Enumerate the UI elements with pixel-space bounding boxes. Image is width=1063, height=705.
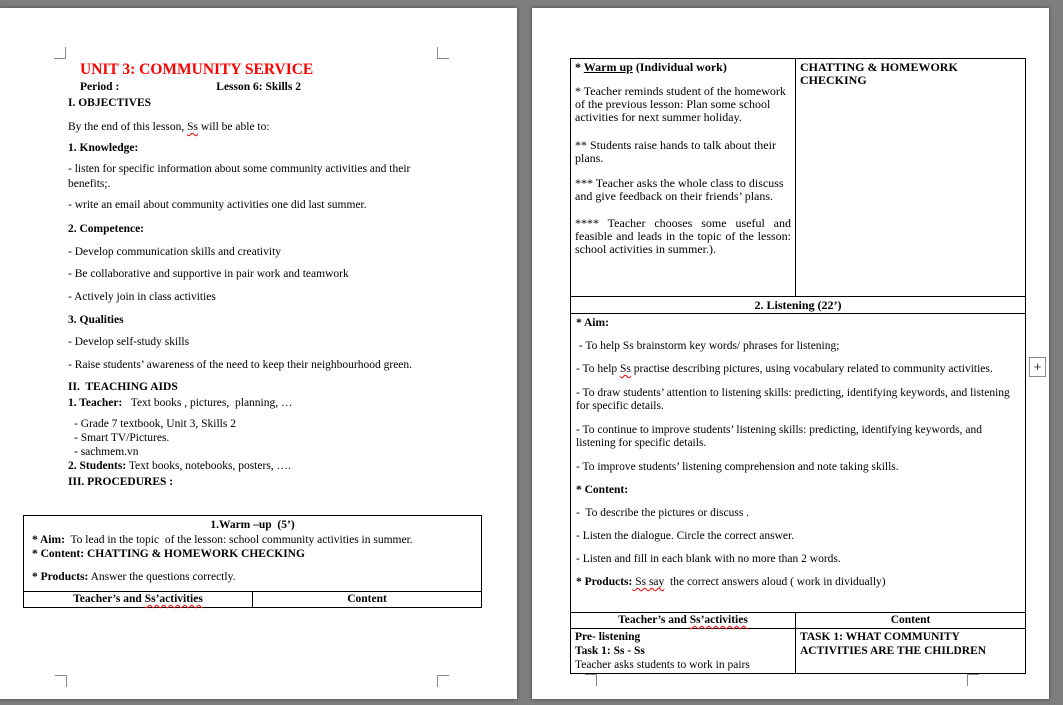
text-run: the correct answers aloud ( work in dividually) [664,576,886,588]
teaching-aids-heading: II. TEACHING AIDS [68,381,178,393]
crop-mark-icon [55,675,67,687]
procedures-table [570,58,1026,674]
warmup-content [32,547,473,561]
text-run: - To help [576,363,621,375]
content-item: - Listen and fill in each blank with no more than 2 words. [576,553,841,565]
warmup-summary-cell [24,516,482,592]
prelistening-row [571,629,1026,674]
period-line [80,80,448,95]
content-item: - To describe the pictures or discuss . [576,507,750,519]
teacher-item: - Grade 7 textbook, Unit 3, Skills 2 [74,418,236,430]
text-run: CHATTING & HOMEWORK CHECKING [84,548,305,560]
text-run: Text books , pictures, planning, … [122,397,293,409]
students-line [68,459,448,474]
objectives-heading: I. OBJECTIVES [68,97,152,109]
competence-item: - Develop communication skills and creativity [68,246,282,258]
text-run: Answer the questions correctly. [88,571,236,583]
products-line [576,576,1020,589]
listening-summary-row [571,314,1026,613]
teacher-item: - Smart TV/Pictures. [74,432,170,444]
qualities-item: - Develop self-study skills [68,336,190,348]
misspelled-word: Ss’activities [689,614,748,626]
warmup-underlined: Warm up [583,60,633,74]
prelistening-heading: Pre- listening [575,631,641,643]
document-page-2[interactable] [532,8,1049,699]
crop-mark-icon [437,675,449,687]
warmup-step: * Teacher reminds student of the homework of the previous lesson: Plan some school activities for next summer holiday. [575,84,789,124]
text-run: practise describing pictures, using vocabulary related to community activities. [630,363,993,375]
aim-label: * Aim: [32,534,65,546]
products-label: * Products: [32,571,89,583]
task-note: Teacher asks students to work in pairs [575,659,750,671]
warmup-content-title [800,61,1000,87]
knowledge-item: - listen for specific information about some community activities and their benefits;. [68,163,414,190]
teacher-label: 1. Teacher: [68,397,123,409]
aim-item [576,363,1020,376]
competence-heading: 2. Competence: [68,223,145,235]
lesson-label: Lesson 6: Skills 2 [216,81,301,93]
prelistening-activities-cell [571,629,796,674]
listening-title: 2. Listening (22’) [571,297,1026,314]
aim-item: - To improve students’ listening comprehension and note taking skills. [576,461,899,473]
misspelled-word: Ss [187,121,199,133]
warmup-step: ** Students raise hands to talk about their plans. [575,138,779,165]
qualities-heading: 3. Qualities [68,314,124,326]
text-line: ACTIVITIES ARE THE CHILDREN [800,645,987,657]
table-header-row [24,592,482,608]
text-line: CHATTING & HOMEWORK [800,60,958,74]
aim-item: - To draw students’ attention to listening skills: predicting, identifying keywords, and listening for specific details. [576,387,1013,412]
listening-summary-cell [571,314,1026,613]
crop-mark-icon [585,674,597,686]
misspelled-word: Ss’activities [144,593,203,605]
text-run: By the end of this lesson, [68,121,188,133]
task1-title [800,630,1021,658]
content-item: - Listen the dialogue. Circle the correct answer. [576,530,795,542]
warmup-products [32,570,473,584]
text-run: Text books, notebooks, posters, …. [126,460,291,472]
warmup-activities-row [571,59,1026,297]
unit-title: UNIT 3: COMMUNITY SERVICE [80,61,314,78]
misspelled-word: Ss [620,363,631,375]
aim-item: - To continue to improve students’ listening skills: predicting, identifying keywords, and listening for specific details. [576,424,985,449]
competence-item: - Actively join in class activities [68,291,216,303]
page1-body [68,58,448,490]
text-run: * [575,60,584,74]
warmup-table [23,515,482,608]
crop-mark-icon [54,47,66,59]
text-run: (Individual work) [632,60,727,74]
activities-column-header [24,592,253,608]
warmup-activities-cell [571,59,796,297]
warmup-step-label [575,61,791,74]
warmup-step: **** Teacher chooses some useful and feasible and leads in the topic of the lesson: school activities in summer.). [575,216,794,256]
qualities-item: - Raise students’ awareness of the need to keep their neighbourhood green. [68,359,413,371]
warmup-content-cell [796,59,1026,297]
table-header-row [571,613,1026,629]
aim-item: - To help Ss brainstorm key words/ phrases for listening; [576,340,840,352]
crop-mark-icon [967,674,979,686]
text-run: Teacher’s and [618,614,690,626]
period-label: Period : [80,81,120,93]
warmup-title: 1.Warm –up (5’) [210,519,295,531]
content-column-header: Content [796,613,1026,629]
knowledge-item: - write an email about community activities one did last summer. [68,199,367,211]
prelistening-content-cell [796,629,1026,674]
text-line: CHECKING [800,73,867,87]
task-line [575,644,791,658]
misspelled-word: Ss say [632,576,665,588]
text-line: TASK 1: WHAT COMMUNITY [800,631,960,643]
text-run: Ss - Ss [610,645,645,657]
content-label: * Content: [32,548,85,560]
teacher-line [68,396,448,411]
table-row [24,516,482,592]
procedures-heading: III. PROCEDURES : [68,476,174,488]
students-label: 2. Students: [68,460,127,472]
document-page-1[interactable] [0,8,517,699]
task-label: Task 1: [575,645,611,657]
competence-item: - Be collaborative and supportive in pair work and teamwork [68,268,349,280]
text-run: To lead in the topic of the lesson: school community activities in summer. [64,534,413,546]
warmup-aim [32,533,473,547]
aim-label: * Aim: [576,317,609,329]
warmup-step: *** Teacher asks the whole class to discuss and give feedback on their friends’ plans. [575,176,787,203]
plus-button[interactable]: + [1029,357,1046,377]
content-label: * Content: [576,484,629,496]
knowledge-heading: 1. Knowledge: [68,142,139,154]
teacher-item: - sachmem.vn [74,446,139,458]
objectives-intro [68,120,448,135]
text-run: Teacher’s and [73,593,145,605]
content-column-header: Content [253,592,482,608]
products-label: * Products: [576,576,633,588]
activities-column-header [571,613,796,629]
listening-title-row [571,297,1026,314]
text-run: will be able to: [198,121,270,133]
